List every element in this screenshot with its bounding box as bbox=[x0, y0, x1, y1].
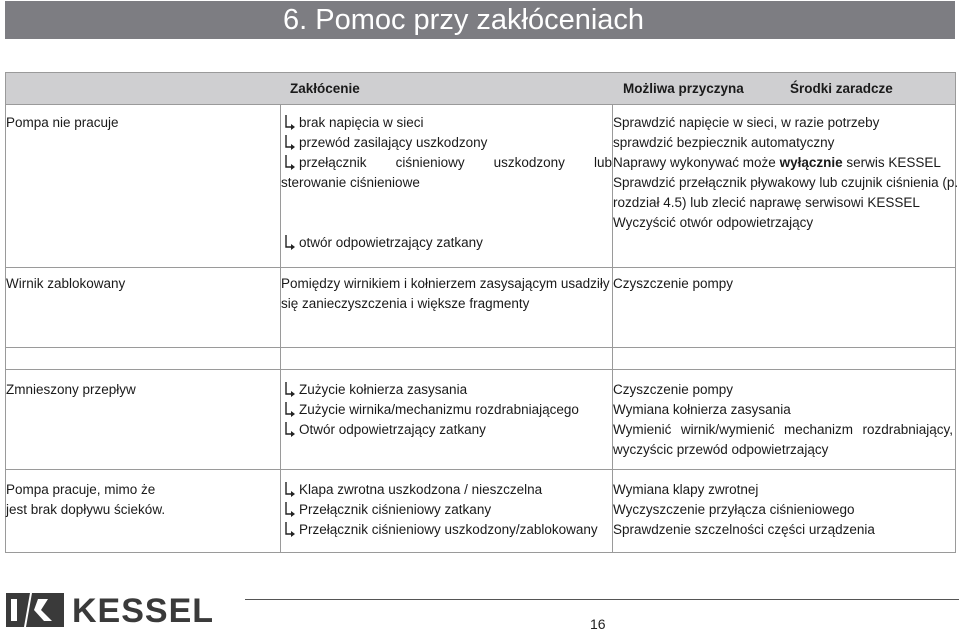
header-fault: Zakłócenie bbox=[290, 81, 360, 96]
cause-item: Zużycie wirnika/mechanizmu rozdrabniającego bbox=[281, 400, 612, 420]
fault-text: Zmnieszony przepływ bbox=[6, 382, 136, 397]
cause-item: Pomiędzy wirnikiem i kołnierzem zasysającym usadziły bbox=[281, 276, 610, 291]
remedy-line: Wymiana klapy zwrotnej bbox=[613, 482, 759, 497]
fault-cell bbox=[6, 268, 281, 348]
cause-cell bbox=[281, 470, 613, 553]
arrow-bullet-icon bbox=[285, 382, 295, 398]
fault-cell bbox=[6, 370, 281, 470]
table-header bbox=[6, 73, 956, 105]
remedy-cell bbox=[613, 370, 956, 470]
page-number: 16 bbox=[590, 616, 606, 632]
remedy-line: Naprawy wykonywać może wyłącznie serwis KESSEL bbox=[613, 155, 941, 170]
remedy-cell bbox=[613, 105, 959, 268]
header-remedy: Środki zaradcze bbox=[790, 81, 893, 96]
fault-text: Pompa pracuje, mimo że bbox=[6, 482, 156, 497]
cause-item: Klapa zwrotna uszkodzona / nieszczelna bbox=[281, 480, 612, 500]
cause-item: przewód zasilający uszkodzony bbox=[281, 133, 612, 153]
table-row bbox=[6, 470, 956, 553]
remedy-line: rozdział 4.5) lub zlecić naprawę serwisowi KESSEL bbox=[613, 195, 920, 210]
remedy-line: Sprawdzenie szczelności części urządzenia bbox=[613, 522, 875, 537]
arrow-bullet-icon bbox=[285, 522, 295, 538]
fault-text: Wirnik zablokowany bbox=[6, 276, 126, 291]
remedy-cell bbox=[613, 470, 956, 553]
arrow-bullet-icon bbox=[285, 502, 295, 518]
brand-name: KESSEL bbox=[72, 592, 215, 630]
page-title: 6. Pomoc przy zakłóceniach bbox=[283, 4, 645, 36]
arrow-bullet-icon bbox=[285, 422, 295, 438]
remedy-line: Wyczyszczenie przyłącza ciśnieniowego bbox=[613, 502, 855, 517]
arrow-bullet-icon bbox=[285, 135, 295, 151]
arrow-bullet-icon bbox=[285, 402, 295, 418]
arrow-bullet-icon bbox=[285, 482, 295, 498]
fault-cell bbox=[6, 105, 281, 268]
cause-cell bbox=[281, 105, 613, 268]
cause-item-continued: się zanieczyszczenia i większe fragmenty bbox=[281, 296, 530, 311]
cause-item: Zużycie kołnierza zasysania bbox=[281, 380, 612, 400]
table-header-row bbox=[6, 73, 956, 105]
footer-divider bbox=[245, 599, 959, 600]
arrow-bullet-icon bbox=[285, 115, 295, 131]
fault-text-continued: jest brak dopływu ścieków. bbox=[6, 502, 166, 517]
remedy-line: sprawdzić bezpiecznik automatyczny bbox=[613, 135, 835, 150]
kessel-logo-icon bbox=[4, 591, 66, 629]
remedy-cell bbox=[613, 268, 956, 348]
table-row bbox=[6, 268, 956, 348]
remedy-line: Wyczyścić otwór odpowietrzający bbox=[613, 215, 814, 230]
cause-item: Otwór odpowietrzający zatkany bbox=[281, 420, 612, 440]
remedy-line: Wymienić wirnik/wymienić mechanizm rozdrabniający, bbox=[613, 422, 954, 437]
remedy-line: Czyszczenie pompy bbox=[613, 276, 734, 291]
troubleshooting-table bbox=[5, 72, 959, 553]
arrow-bullet-icon bbox=[285, 235, 295, 251]
remedy-line: wyczyścic przewód odpowietrzający bbox=[613, 442, 829, 457]
title-bar bbox=[5, 1, 955, 39]
cause-item: brak napięcia w sieci bbox=[281, 113, 612, 133]
fault-text: Pompa nie pracuje bbox=[6, 115, 119, 130]
cause-item-continued: sterowanie ciśnieniowe bbox=[281, 175, 420, 190]
cause-cell bbox=[281, 268, 613, 348]
cause-item: otwór odpowietrzający zatkany bbox=[281, 233, 612, 253]
remedy-line: Sprawdzić napięcie w sieci, w razie potrzeby bbox=[613, 115, 880, 130]
cause-item: Przełącznik ciśnieniowy zatkany bbox=[281, 500, 612, 520]
cause-item: Przełącznik ciśnieniowy uszkodzony/zablokowany bbox=[281, 520, 612, 540]
remedy-line: Czyszczenie pompy bbox=[613, 382, 734, 397]
cause-cell bbox=[281, 370, 613, 470]
spacer bbox=[281, 193, 612, 233]
table-row bbox=[6, 105, 956, 268]
table-row-spacer bbox=[6, 348, 956, 370]
arrow-bullet-icon bbox=[285, 155, 295, 171]
header-cause: Możliwa przyczyna bbox=[623, 81, 744, 96]
table-row bbox=[6, 370, 956, 470]
fault-cell bbox=[6, 470, 281, 553]
remedy-line: Sprawdzić przełącznik pływakowy lub czujnik ciśnienia (p. bbox=[613, 175, 959, 190]
remedy-line: Wymiana kołnierza zasysania bbox=[613, 402, 791, 417]
cause-item: przełącznik ciśnieniowy uszkodzony lub bbox=[281, 153, 612, 173]
